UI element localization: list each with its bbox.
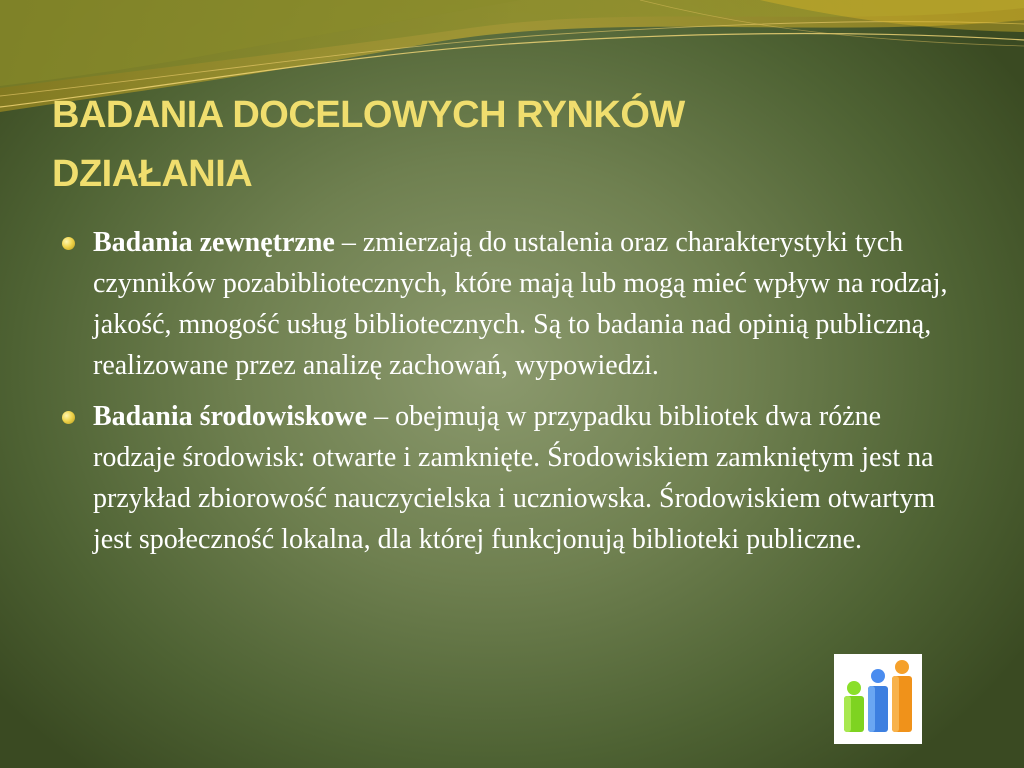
people-bar-chart-icon (834, 654, 922, 744)
slide-title-line-1: BADANIA DOCELOWYCH RYNKÓW (52, 94, 685, 136)
bullet-description: – zmierzają do ustalenia oraz charakterystyki tych czynników pozabibliotecznych, które mają lub mogą mieć wpływ na rodzaj, jakość, mnogość usług bibliotecznych. Są to badania nad opinią publiczną, realizowane przez analizę zachowań, wypowiedzi. (93, 227, 948, 381)
bullet-term: Badania środowiskowe (93, 401, 368, 432)
slide-title (52, 86, 952, 204)
bullet-icon (62, 411, 75, 424)
bullet-item-environmental-research (62, 396, 962, 560)
bullet-item-external-research (62, 222, 962, 386)
bullet-icon (62, 237, 75, 250)
bullet-text (93, 222, 963, 386)
bullet-text (93, 396, 963, 560)
bullet-list (62, 222, 962, 570)
bullet-description: – obejmują w przypadku bibliotek dwa różne rodzaje środowisk: otwarte i zamknięte. Środowiskiem zamkniętym jest na przykład zbiorowość nauczycielska i uczniowska. Środowiskiem otwartym jest społeczność lokalna, dla której funkcjonują biblioteki publiczne. (93, 401, 936, 555)
slide-title-line-2: DZIAŁANIA (52, 153, 253, 195)
bullet-term: Badania zewnętrzne (93, 227, 335, 258)
